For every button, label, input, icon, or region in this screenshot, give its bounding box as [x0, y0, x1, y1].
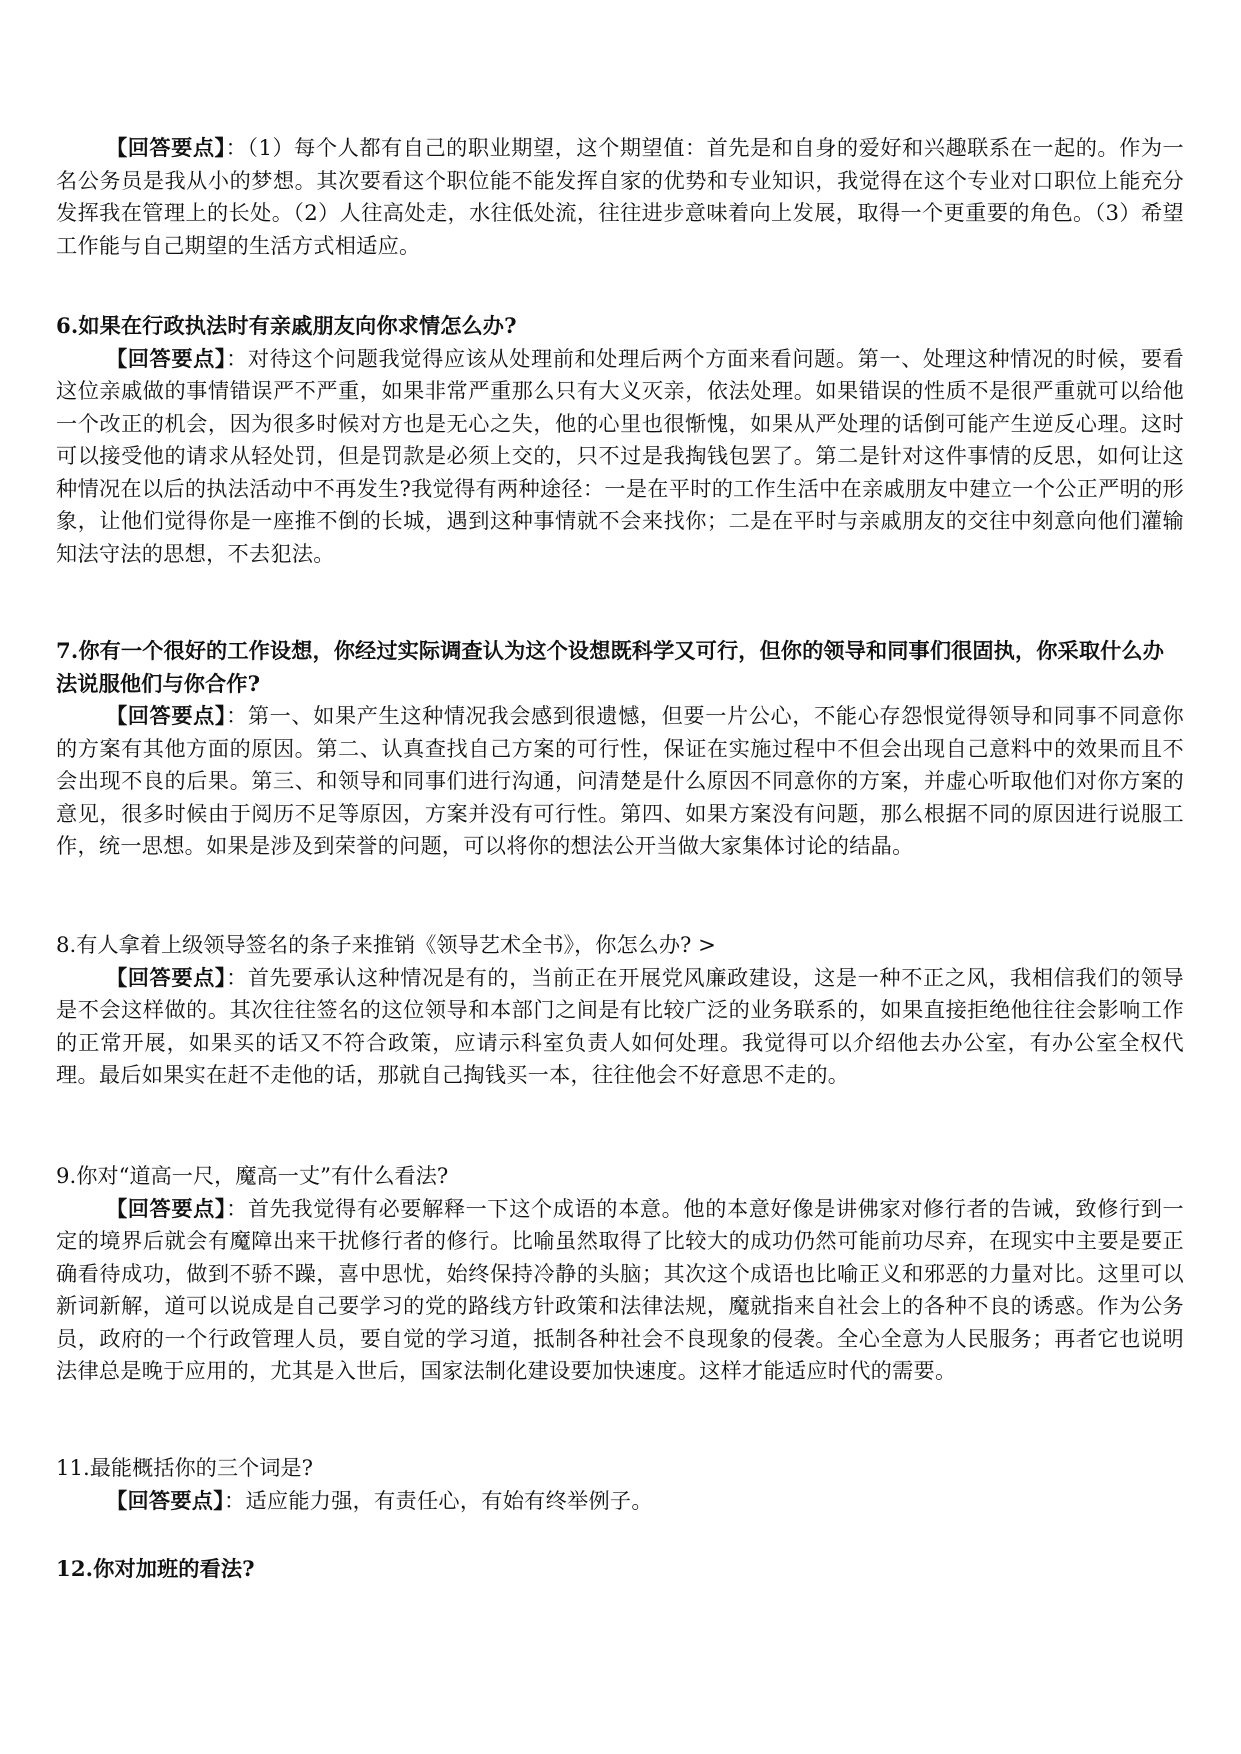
answer-text: ：首先我觉得有必要解释一下这个成语的本意。他的本意好像是讲佛家对修行者的告诫，致修行到一定的境界后就会有魔障出来干扰修行者的修行。比喻虽然取得了比较大的成功仍然可能前功尽弃，在现实中主要是要正确看待成功，做到不骄不躁，喜中思忧，始终保持冷静的头脑；其次这个成语也比喻正义和邪恶的力量对比。这里可以新词新解，道可以说成是自己要学习的党的路线方针政策和法律法规，魔就指来自社会上的各种不良的诱惑。作为公务员，政府的一个行政管理人员，要自觉的学习道，抵制各种社会不良现象的侵袭。全心全意为人民服务；再者它也说明法律总是晚于应用的，尤其是入世后，国家法制化建设要加快速度。这样才能适应时代的需要。	[56, 1195, 1184, 1383]
intro-answer	[56, 132, 1184, 262]
question-8-title: 8.有人拿着上级领导签名的条子来推销《领导艺术全书》，你怎么办? >	[56, 932, 716, 957]
question-6-answer	[56, 343, 1184, 571]
answer-text: ：第一、如果产生这种情况我会感到很遗憾，但要一片公心，不能心存怨恨觉得领导和同事不同意你的方案有其他方面的原因。第二、认真查找自己方案的可行性，保证在实施过程中不但会出现自己意料中的效果而且不会出现不良的后果。第三、和领导和同事们进行沟通，问清楚是什么原因不同意你的方案，并虚心听取他们对你方案的意见，很多时候由于阅历不足等原因，方案并没有可行性。第四、如果方案没有问题，那么根据不同的原因进行说服工作，统一思想。如果是涉及到荣誉的问题，可以将你的想法公开当做大家集体讨论的结晶。	[56, 703, 1184, 858]
question-9-title: 9.你对“道高一尺，魔高一丈”有什么看法?	[56, 1163, 449, 1188]
question-7-title: 7.你有一个很好的工作设想，你经过实际调查认为这个设想既科学又可行，但你的领导和同事们很固执，你采取什么办法说服他们与你合作?	[56, 638, 1164, 696]
answer-text: ：对待这个问题我觉得应该从处理前和处理后两个方面来看问题。第一、处理这种情况的时候，要看这位亲戚做的事情错误严不严重，如果非常严重那么只有大义灭亲，依法处理。如果错误的性质不是很严重就可以给他一个改正的机会，因为很多时候对方也是无心之失，他的心里也很惭愧，如果从严处理的话倒可能产生逆反心理。这时可以接受他的请求从轻处罚，但是罚款是必须上交的，只不过是我掏钱包罢了。第二是针对这件事情的反思，如何让这种情况在以后的执法活动中不再发生?我觉得有两种途径：一是在平时的工作生活中在亲戚朋友中建立一个公正严明的形象，让他们觉得你是一座推不倒的长城，遇到这种事情就不会来找你；二是在平时与亲戚朋友的交往中刻意向他们灌输知法守法的思想，不去犯法。	[56, 345, 1184, 566]
answer-text: ：适应能力强，有责任心，有始有终举例子。	[224, 1487, 653, 1513]
answer-label: 【回答要点】	[106, 345, 227, 371]
question-12-title: 12.你对加班的看法?	[56, 1556, 255, 1581]
question-8-answer	[56, 962, 1184, 1092]
question-9	[56, 1160, 1184, 1388]
question-11-title: 11.最能概括你的三个词是?	[56, 1455, 313, 1480]
question-11-answer	[56, 1485, 1184, 1518]
answer-label: 【回答要点】	[106, 703, 227, 728]
question-6-title: 6.如果在行政执法时有亲戚朋友向你求情怎么办?	[56, 313, 517, 338]
question-11	[56, 1452, 1184, 1517]
answer-label: 【回答要点】	[106, 964, 227, 990]
intro-answer-paragraph	[56, 132, 1184, 262]
question-7	[56, 635, 1184, 863]
answer-label: 【回答要点】	[106, 1487, 225, 1513]
question-12	[56, 1553, 1184, 1586]
question-7-answer	[56, 700, 1184, 863]
answer-text: ：（1）每个人都有自己的职业期望，这个期望值：首先是和自身的爱好和兴趣联系在一起的。作为一名公务员是我从小的梦想。其次要看这个职位能不能发挥自家的优势和专业知识，我觉得在这个专业对口职位上能充分发挥我在管理上的长处。（2）人往高处走，水往低处流，往往进步意味着向上发展，取得一个更重要的角色。（3）希望工作能与自己期望的生活方式相适应。	[56, 135, 1184, 258]
question-6	[56, 310, 1184, 570]
answer-text: ：首先要承认这种情况是有的，当前正在开展党风廉政建设，这是一种不正之风，我相信我们的领导是不会这样做的。其次往往签名的这位领导和本部门之间是有比较广泛的业务联系的，如果直接拒绝他往往会影响工作的正常开展，如果买的话又不符合政策，应请示科室负责人如何处理。我觉得可以介绍他去办公室，有办公室全权代理。最后如果实在赶不走他的话，那就自己掏钱买一本，往往他会不好意思不走的。	[56, 964, 1184, 1087]
answer-label: 【回答要点】	[106, 135, 226, 160]
question-9-answer	[56, 1193, 1184, 1388]
answer-label: 【回答要点】	[106, 1195, 227, 1221]
question-8	[56, 929, 1184, 1092]
